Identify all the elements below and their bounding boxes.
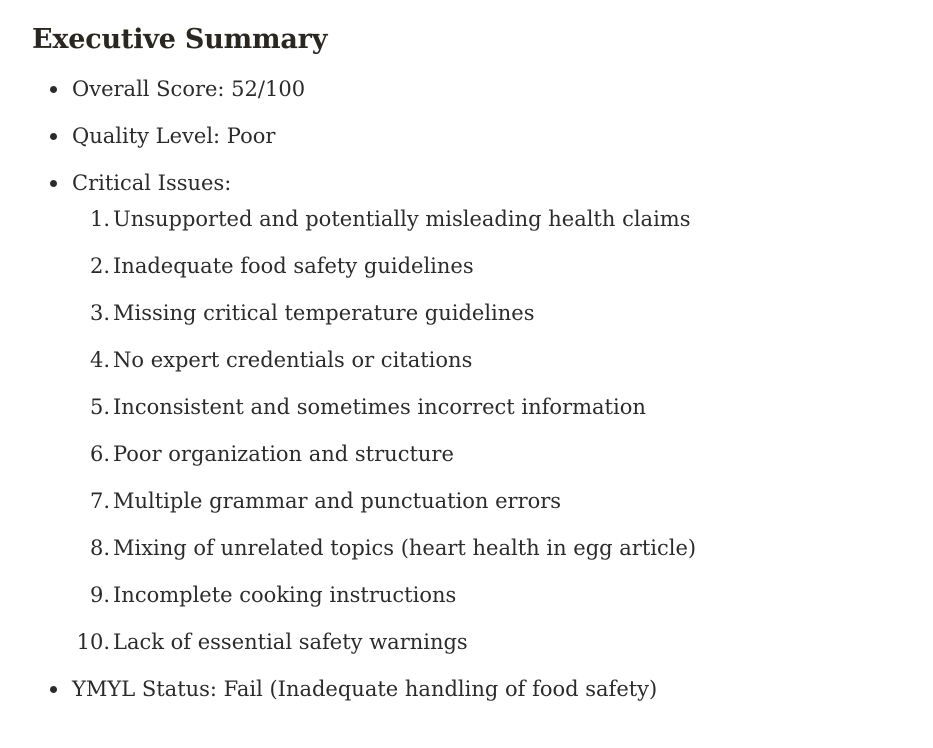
issue-item bbox=[72, 486, 912, 516]
ymyl-status-text: YMYL Status: Fail (Inadequate handling of food safety) bbox=[72, 677, 658, 701]
issue-item bbox=[72, 533, 912, 563]
issue-number: 4. bbox=[89, 348, 110, 372]
issue-number: 1. bbox=[89, 207, 110, 231]
issue-item bbox=[72, 204, 912, 234]
issue-number: 10. bbox=[76, 630, 110, 654]
bullet-icon bbox=[50, 686, 57, 693]
quality-level-text: Quality Level: Poor bbox=[72, 124, 276, 148]
overall-score-text: Overall Score: 52/100 bbox=[72, 77, 306, 101]
summary-item-critical-issues bbox=[32, 168, 912, 657]
issue-text: No expert credentials or citations bbox=[113, 348, 473, 372]
issue-item bbox=[72, 627, 912, 657]
issue-item bbox=[72, 580, 912, 610]
section-heading: Executive Summary bbox=[32, 24, 328, 55]
issue-text: Poor organization and structure bbox=[113, 442, 454, 466]
bullet-icon bbox=[50, 86, 57, 93]
issue-text: Lack of essential safety warnings bbox=[113, 630, 468, 654]
issue-number: 8. bbox=[89, 536, 110, 560]
issue-number: 2. bbox=[89, 254, 110, 278]
issue-number: 7. bbox=[89, 489, 110, 513]
issue-text: Incomplete cooking instructions bbox=[113, 583, 457, 607]
issue-text: Inconsistent and sometimes incorrect information bbox=[113, 395, 646, 419]
critical-issues-list bbox=[72, 204, 912, 657]
issue-item bbox=[72, 439, 912, 469]
issue-text: Unsupported and potentially misleading health claims bbox=[113, 207, 691, 231]
issue-number: 5. bbox=[89, 395, 110, 419]
bullet-icon bbox=[50, 133, 57, 140]
executive-summary-section bbox=[32, 20, 912, 721]
issue-text: Mixing of unrelated topics (heart health in egg article) bbox=[113, 536, 697, 560]
issue-number: 3. bbox=[89, 301, 110, 325]
summary-item-ymyl-status bbox=[32, 674, 912, 704]
issue-text: Inadequate food safety guidelines bbox=[113, 254, 474, 278]
summary-item-quality-level bbox=[32, 121, 912, 151]
issue-item bbox=[72, 251, 912, 281]
issue-text: Multiple grammar and punctuation errors bbox=[113, 489, 562, 513]
issue-item bbox=[72, 298, 912, 328]
issue-text: Missing critical temperature guidelines bbox=[113, 301, 535, 325]
issue-number: 6. bbox=[89, 442, 110, 466]
issue-item bbox=[72, 392, 912, 422]
bullet-icon bbox=[50, 180, 57, 187]
critical-issues-label: Critical Issues: bbox=[72, 171, 232, 195]
summary-item-overall-score bbox=[32, 74, 912, 104]
summary-list bbox=[32, 74, 912, 704]
issue-number: 9. bbox=[89, 583, 110, 607]
issue-item bbox=[72, 345, 912, 375]
